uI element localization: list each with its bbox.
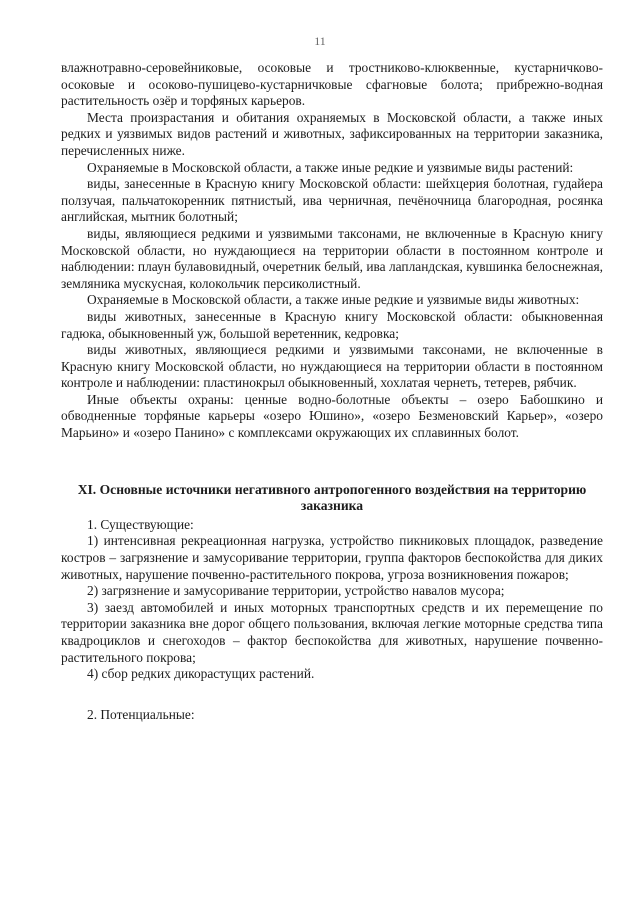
paragraph: 2. Потенциальные: bbox=[87, 706, 195, 722]
paragraph: 2) загрязнение и замусоривание территории, устройство навалов мусора; bbox=[87, 583, 505, 599]
paragraph: Охраняемые в Московской области, а также иные редкие и уязвимые виды растений: bbox=[87, 159, 574, 175]
paragraph: Охраняемые в Московской области, а также иные редкие и уязвимые виды животных: bbox=[87, 292, 580, 308]
spacer bbox=[61, 683, 603, 707]
paragraph: 3) заезд автомобилей и иных моторных транспортных средств и их перемещение по территории заказника вне дорог общего пользования, включая легкие моторные средства типа квадроциклов и снегоходов – фактор беспокойства для животных, нарушение почвенно-растительного покрова; bbox=[61, 599, 603, 665]
page-number: 11 bbox=[314, 34, 326, 48]
section-heading: XI. Основные источники негативного антропогенного воздействия на территорию заказника bbox=[77, 481, 587, 514]
paragraph: Места произрастания и обитания охраняемых в Московской области, а также иных редких и уязвимых видов растений и животных, зафиксированных на территории заказника, перечисленных ниже. bbox=[61, 109, 603, 158]
paragraph: Иные объекты охраны: ценные водно-болотные объекты – озеро Бабошкино и обводненные торфяные карьеры «озеро Юшино», «озеро Безменовский Карьер», «озеро Марьино» и «озеро Панино» с комплексами окружающих их сплавинных болот. bbox=[61, 391, 603, 441]
paragraph: виды животных, занесенные в Красную книгу Московской области: обыкновенная гадюка, обыкновенный уж, большой веретенник, кедровка; bbox=[61, 308, 603, 341]
paragraph: 1. Существующие: bbox=[87, 516, 194, 532]
paragraph: виды, занесенные в Красную книгу Московской области: шейхцерия болотная, гудайера ползучая, пальчатокоренник пятнистый, ива черничная, печёночница благородная, росянка английская, мытник болотный; bbox=[61, 176, 603, 225]
document-body bbox=[61, 60, 603, 723]
paragraph: виды, являющиеся редкими и уязвимыми таксонами, не включенные в Красную книгу Московской области, но нуждающиеся на территории области в постоянном контроле и наблюдении: плаун булавовидный, очеретник белый, ива лапландская, кувшинка белоснежная, земляника мускусная, колокольчик персиколистный. bbox=[61, 225, 603, 291]
paragraph: виды животных, являющиеся редкими и уязвимыми таксонами, не включенные в Красную книгу Московской области, но нуждающиеся на территории области в постоянном контроле и наблюдении: пластинокрыл обыкновенный, хохлатая чернеть, тетерев, рябчик. bbox=[61, 342, 603, 391]
paragraph: 4) сбор редких дикорастущих растений. bbox=[87, 666, 315, 682]
paragraph: 1) интенсивная рекреационная нагрузка, устройство пикниковых площадок, разведение костров – загрязнение и замусоривание территории, группа факторов беспокойства для диких животных, нарушение почвенно-растительного покрова, угроза возникновения пожаров; bbox=[61, 533, 603, 582]
paragraph: влажнотравно-серовейниковые, осоковые и тростниково-клюквенные, кустарничково-осоковые и осоково-пушицево-кустарничковые сфагновые болота; прибрежно-водная растительность озёр и торфяных карьеров. bbox=[61, 60, 603, 109]
